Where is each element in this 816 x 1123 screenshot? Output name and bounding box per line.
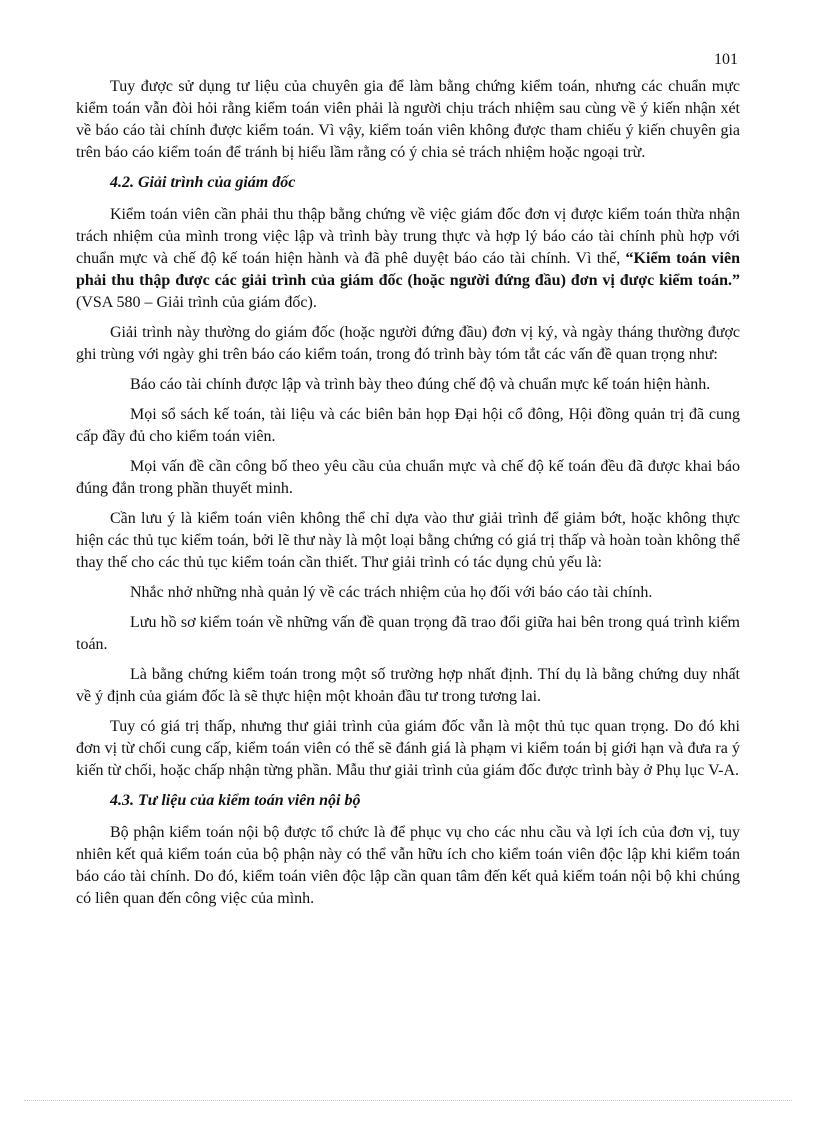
section-heading-4-3: 4.3. Tư liệu của kiểm toán viên nội bộ <box>110 792 361 809</box>
paragraph-representation-content: Giải trình này thường do giám đốc (hoặc người đứng đầu) đơn vị ký, và ngày tháng thường được ghi trùng với ngày ghi trên báo cáo kiểm toán, trong đó trình bày tóm tắt các vấn đề quan trọng như: <box>76 324 740 363</box>
page-number: 101 <box>714 51 738 68</box>
paragraph-management-representation <box>76 204 740 314</box>
paragraph-text: (VSA 580 – Giải trình của giám đốc). <box>76 294 317 311</box>
paragraph-text: Kiểm toán viên cần phải thu thập bằng chứng về việc giám đốc đơn vị được kiểm toán thừa nhận trách nhiệm của mình trong việc lập và trình bày trung thực và hợp lý báo cáo tài chính phù hợp với chuẩn mực và chế độ kế toán hiện hành và đã phê duyệt báo cáo tài chính. Vì thế, <box>76 206 740 267</box>
page-content <box>76 76 740 918</box>
list-item: Là bằng chứng kiểm toán trong một số trường hợp nhất định. Thí dụ là bằng chứng duy nhất về ý định của giám đốc là sẽ thực hiện một khoản đầu tư trong tương lai. <box>76 666 740 705</box>
paragraph-representation-limits: Cần lưu ý là kiểm toán viên không thể chỉ dựa vào thư giải trình để giảm bớt, hoặc không thực hiện các thủ tục kiểm toán, bởi lẽ thư này là một loại bằng chứng có giá trị thấp và hoàn toàn không thể thay thế cho các thủ tục kiểm toán cần thiết. Thư giải trình có tác dụng chủ yếu là: <box>76 510 740 571</box>
section-heading-4-2: 4.2. Giải trình của giám đốc <box>110 174 296 191</box>
paragraph-representation-importance: Tuy có giá trị thấp, nhưng thư giải trình của giám đốc vẫn là một thủ tục quan trọng. Do đó khi đơn vị từ chối cung cấp, kiểm toán viên có thể sẽ đánh giá là phạm vi kiểm toán bị giới hạn và đưa ra ý kiến từ chối, hoặc chấp nhận từng phần. Mẫu thư giải trình của giám đốc được trình bày ở Phụ lục V-A. <box>76 718 740 779</box>
list-item: Báo cáo tài chính được lập và trình bày theo đúng chế độ và chuẩn mực kế toán hiện hành. <box>130 376 711 393</box>
footer-divider <box>24 1100 792 1101</box>
paragraph-internal-audit: Bộ phận kiểm toán nội bộ được tổ chức là để phục vụ cho các nhu cầu và lợi ích của đơn vị, tuy nhiên kết quả kiểm toán của bộ phận này có thể vẫn hữu ích cho kiểm toán viên độc lập khi kiểm toán báo cáo tài chính. Do đó, kiểm toán viên độc lập cần quan tâm đến kết quả kiểm toán nội bộ khi chúng có liên quan đến công việc của mình. <box>76 824 740 907</box>
list-item: Mọi sổ sách kế toán, tài liệu và các biên bản họp Đại hội cổ đông, Hội đồng quản trị đã cung cấp đầy đủ cho kiểm toán viên. <box>76 406 740 445</box>
list-item: Mọi vấn đề cần công bố theo yêu cầu của chuẩn mực và chế độ kế toán đều đã được khai báo đúng đắn trong phần thuyết minh. <box>76 458 740 497</box>
list-item: Nhắc nhở những nhà quản lý về các trách nhiệm của họ đối với báo cáo tài chính. <box>130 584 653 601</box>
vsa-quote: “Kiểm toán viên phải thu thập được các giải trình của giám đốc (hoặc người đứng đầu) đơn vị được kiểm toán.” <box>76 250 740 289</box>
list-item: Lưu hồ sơ kiểm toán về những vấn đề quan trọng đã trao đổi giữa hai bên trong quá trình kiểm toán. <box>76 614 740 653</box>
paragraph-expert-evidence: Tuy được sử dụng tư liệu của chuyên gia để làm bằng chứng kiểm toán, nhưng các chuẩn mực kiểm toán vẫn đòi hỏi rằng kiểm toán viên phải là người chịu trách nhiệm sau cùng về ý kiến nhận xét về báo cáo tài chính được kiểm toán. Vì vậy, kiểm toán viên không được tham chiếu ý kiến chuyên gia trên báo cáo kiểm toán để tránh bị hiểu lầm rằng có ý chia sẻ trách nhiệm hoặc ngoại trừ. <box>76 78 740 161</box>
